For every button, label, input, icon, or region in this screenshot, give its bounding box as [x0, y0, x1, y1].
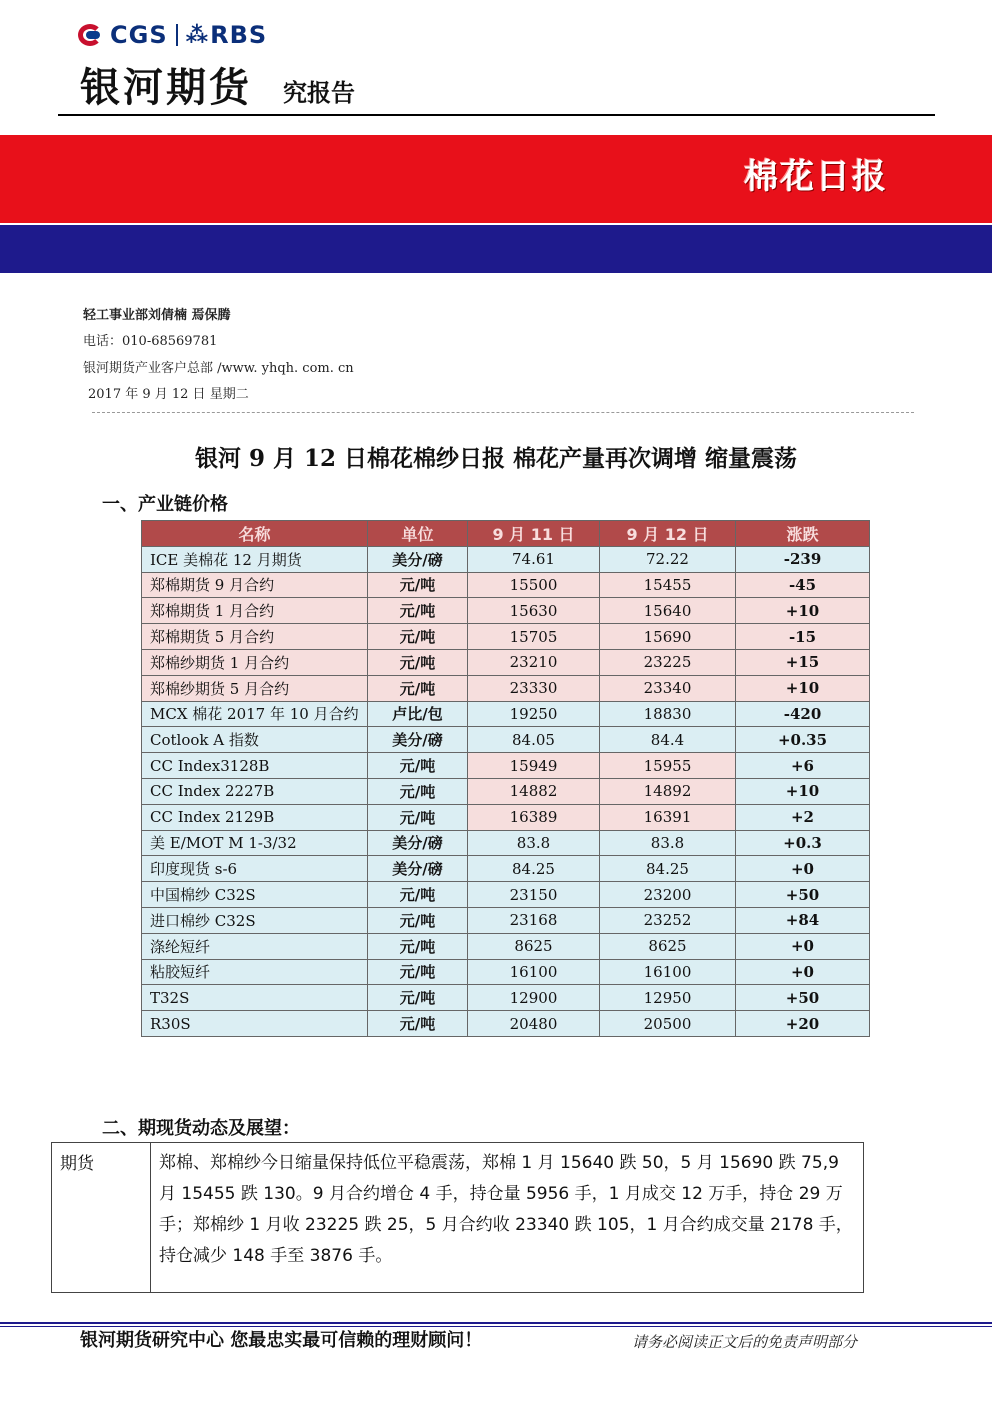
- cell-name: 进口棉纱 C32S: [142, 907, 368, 933]
- cell-sep12: 8625: [600, 933, 736, 959]
- cell-name: 郑棉纱期货 5 月合约: [142, 675, 368, 701]
- cell-change: -15: [736, 624, 870, 650]
- price-table: [141, 520, 870, 1037]
- cell-name: CC Index3128B: [142, 753, 368, 779]
- table-row: [142, 882, 870, 908]
- cell-sep12: 20500: [600, 1011, 736, 1037]
- cell-unit: 卢比/包: [368, 701, 468, 727]
- cell-sep12: 16100: [600, 959, 736, 985]
- cell-sep12: 23225: [600, 649, 736, 675]
- cell-unit: 元/吨: [368, 985, 468, 1011]
- cell-change: -420: [736, 701, 870, 727]
- table-row: [142, 959, 870, 985]
- cell-sep11: 15949: [468, 753, 600, 779]
- cell-change: +10: [736, 778, 870, 804]
- cell-change: +50: [736, 985, 870, 1011]
- cell-name: 郑棉纱期货 1 月合约: [142, 649, 368, 675]
- brand-subtitle: 究报告: [283, 79, 355, 107]
- outlook-text: 郑棉、郑棉纱今日缩量保持低位平稳震荡，郑棉 1 月 15640 跌 50，5 月 15690 跌 75,9 月 15455 跌 130。9 月合约增仓 4 手，持仓量 5956 手，1 月成交 12 万手，持仓 29 万手；郑棉纱 1 月收 23225 跌 25，5 月合约收 23340 跌 105，1 月合约成交量 2178 手，持仓减少 148 手至 3876 手。: [151, 1143, 864, 1293]
- rbs-logo-icon: ⁂: [185, 22, 209, 48]
- cell-change: -45: [736, 572, 870, 598]
- cell-sep12: 15955: [600, 753, 736, 779]
- cell-change: +6: [736, 753, 870, 779]
- authors: 轻工事业部刘倩楠 焉保腾: [83, 308, 231, 323]
- cell-sep12: 84.4: [600, 727, 736, 753]
- table-row: [142, 830, 870, 856]
- cell-sep12: 83.8: [600, 830, 736, 856]
- cell-sep12: 15455: [600, 572, 736, 598]
- cell-name: T32S: [142, 985, 368, 1011]
- cell-change: +2: [736, 804, 870, 830]
- cell-change: +10: [736, 598, 870, 624]
- cell-unit: 元/吨: [368, 959, 468, 985]
- cell-unit: 元/吨: [368, 907, 468, 933]
- cell-name: 粘胶短纤: [142, 959, 368, 985]
- table-row: [142, 753, 870, 779]
- cell-sep12: 12950: [600, 985, 736, 1011]
- table-row: [142, 701, 870, 727]
- cell-name: R30S: [142, 1011, 368, 1037]
- cell-sep12: 23252: [600, 907, 736, 933]
- cell-unit: 元/吨: [368, 649, 468, 675]
- cell-change: +0.3: [736, 830, 870, 856]
- cell-change: +0: [736, 856, 870, 882]
- cell-unit: 元/吨: [368, 598, 468, 624]
- cell-change: -239: [736, 546, 870, 572]
- cell-unit: 元/吨: [368, 933, 468, 959]
- table-row: [142, 778, 870, 804]
- section-title-outlook: 二、期现货动态及展望：: [102, 1118, 300, 1139]
- cell-unit: 元/吨: [368, 753, 468, 779]
- cell-change: +50: [736, 882, 870, 908]
- cell-unit: 元/吨: [368, 624, 468, 650]
- cell-name: 郑棉期货 1 月合约: [142, 598, 368, 624]
- table-row: [142, 985, 870, 1011]
- col-header-date1: 9 月 11 日: [468, 521, 600, 547]
- title-banner: [0, 135, 992, 223]
- outlook-table: [51, 1142, 864, 1293]
- logo-cgs-text: CGS: [110, 21, 168, 49]
- cell-sep12: 72.22: [600, 546, 736, 572]
- cell-sep11: 23330: [468, 675, 600, 701]
- cell-sep11: 23210: [468, 649, 600, 675]
- cell-change: +0: [736, 933, 870, 959]
- outlook-label: 期货: [52, 1143, 151, 1293]
- cell-sep11: 15500: [468, 572, 600, 598]
- cell-name: ICE 美棉花 12 月期货: [142, 546, 368, 572]
- outlook-row: [52, 1143, 864, 1293]
- cell-name: 中国棉纱 C32S: [142, 882, 368, 908]
- cell-sep11: 19250: [468, 701, 600, 727]
- cell-change: +15: [736, 649, 870, 675]
- phone: 电话：010-68569781: [83, 334, 218, 349]
- table-row: [142, 624, 870, 650]
- cell-sep11: 8625: [468, 933, 600, 959]
- cell-sep12: 15690: [600, 624, 736, 650]
- cell-name: MCX 棉花 2017 年 10 月合约: [142, 701, 368, 727]
- report-date: 2017 年 9 月 12 日 星期二: [88, 387, 249, 402]
- cell-sep11: 84.05: [468, 727, 600, 753]
- company-logo: [78, 18, 267, 52]
- cell-unit: 元/吨: [368, 1011, 468, 1037]
- table-row: [142, 598, 870, 624]
- cell-unit: 元/吨: [368, 882, 468, 908]
- cell-name: 郑棉期货 5 月合约: [142, 624, 368, 650]
- cell-sep12: 16391: [600, 804, 736, 830]
- cell-change: +84: [736, 907, 870, 933]
- cell-unit: 元/吨: [368, 778, 468, 804]
- cell-sep11: 14882: [468, 778, 600, 804]
- table-row: [142, 572, 870, 598]
- cell-name: 涤纶短纤: [142, 933, 368, 959]
- table-row: [142, 649, 870, 675]
- cell-sep11: 15705: [468, 624, 600, 650]
- cell-sep11: 23168: [468, 907, 600, 933]
- table-row: [142, 804, 870, 830]
- cell-change: +0.35: [736, 727, 870, 753]
- cell-unit: 美分/磅: [368, 830, 468, 856]
- cell-sep11: 20480: [468, 1011, 600, 1037]
- cell-sep12: 15640: [600, 598, 736, 624]
- footer-divider: [0, 1322, 992, 1324]
- cell-name: Cotlook A 指数: [142, 727, 368, 753]
- table-row: [142, 546, 870, 572]
- cell-unit: 元/吨: [368, 675, 468, 701]
- col-header-name: 名称: [142, 521, 368, 547]
- logo-rbs-text: RBS: [210, 21, 268, 49]
- cell-sep11: 16389: [468, 804, 600, 830]
- table-row: [142, 727, 870, 753]
- cell-sep11: 12900: [468, 985, 600, 1011]
- cell-sep11: 15630: [468, 598, 600, 624]
- table-row: [142, 856, 870, 882]
- cell-name: CC Index 2129B: [142, 804, 368, 830]
- cell-sep12: 23340: [600, 675, 736, 701]
- table-row: [142, 1011, 870, 1037]
- cell-sep12: 23200: [600, 882, 736, 908]
- cell-name: 美 E/MOT M 1-3/32: [142, 830, 368, 856]
- cell-unit: 美分/磅: [368, 727, 468, 753]
- table-row: [142, 675, 870, 701]
- cell-sep12: 18830: [600, 701, 736, 727]
- cell-sep11: 16100: [468, 959, 600, 985]
- col-header-unit: 单位: [368, 521, 468, 547]
- cell-sep12: 14892: [600, 778, 736, 804]
- section-title-prices: 一、产业链价格: [102, 494, 228, 515]
- cell-name: CC Index 2227B: [142, 778, 368, 804]
- footer-disclaimer: 请务必阅读正文后的免责声明部分: [632, 1333, 858, 1351]
- cell-sep11: 23150: [468, 882, 600, 908]
- blue-banner: [0, 225, 992, 273]
- cell-sep11: 74.61: [468, 546, 600, 572]
- header-divider: [58, 114, 935, 116]
- col-header-date2: 9 月 12 日: [600, 521, 736, 547]
- cell-unit: 元/吨: [368, 572, 468, 598]
- table-header-row: [142, 521, 870, 547]
- headline: 银河 9 月 12 日棉花棉纱日报 棉花产量再次调增 缩量震荡: [194, 445, 798, 472]
- col-header-change: 涨跌: [736, 521, 870, 547]
- cell-name: 郑棉期货 9 月合约: [142, 572, 368, 598]
- cell-unit: 元/吨: [368, 804, 468, 830]
- cell-sep12: 84.25: [600, 856, 736, 882]
- cell-name: 印度现货 s-6: [142, 856, 368, 882]
- cell-unit: 美分/磅: [368, 856, 468, 882]
- cell-sep11: 83.8: [468, 830, 600, 856]
- table-row: [142, 907, 870, 933]
- cell-change: +0: [736, 959, 870, 985]
- department-website: 银河期货产业客户总部 /www. yhqh. com. cn: [83, 361, 354, 376]
- report-title: 棉花日报: [744, 157, 888, 197]
- table-row: [142, 933, 870, 959]
- logo-divider: [176, 24, 178, 46]
- cell-sep11: 84.25: [468, 856, 600, 882]
- cell-change: +20: [736, 1011, 870, 1037]
- brand-name: 银河期货: [80, 65, 252, 111]
- cgs-logo-icon: [78, 21, 106, 49]
- cell-unit: 美分/磅: [368, 546, 468, 572]
- footer-slogan: 银河期货研究中心 您最忠实最可信赖的理财顾问！: [80, 1330, 483, 1351]
- meta-divider: [92, 412, 914, 413]
- cell-change: +10: [736, 675, 870, 701]
